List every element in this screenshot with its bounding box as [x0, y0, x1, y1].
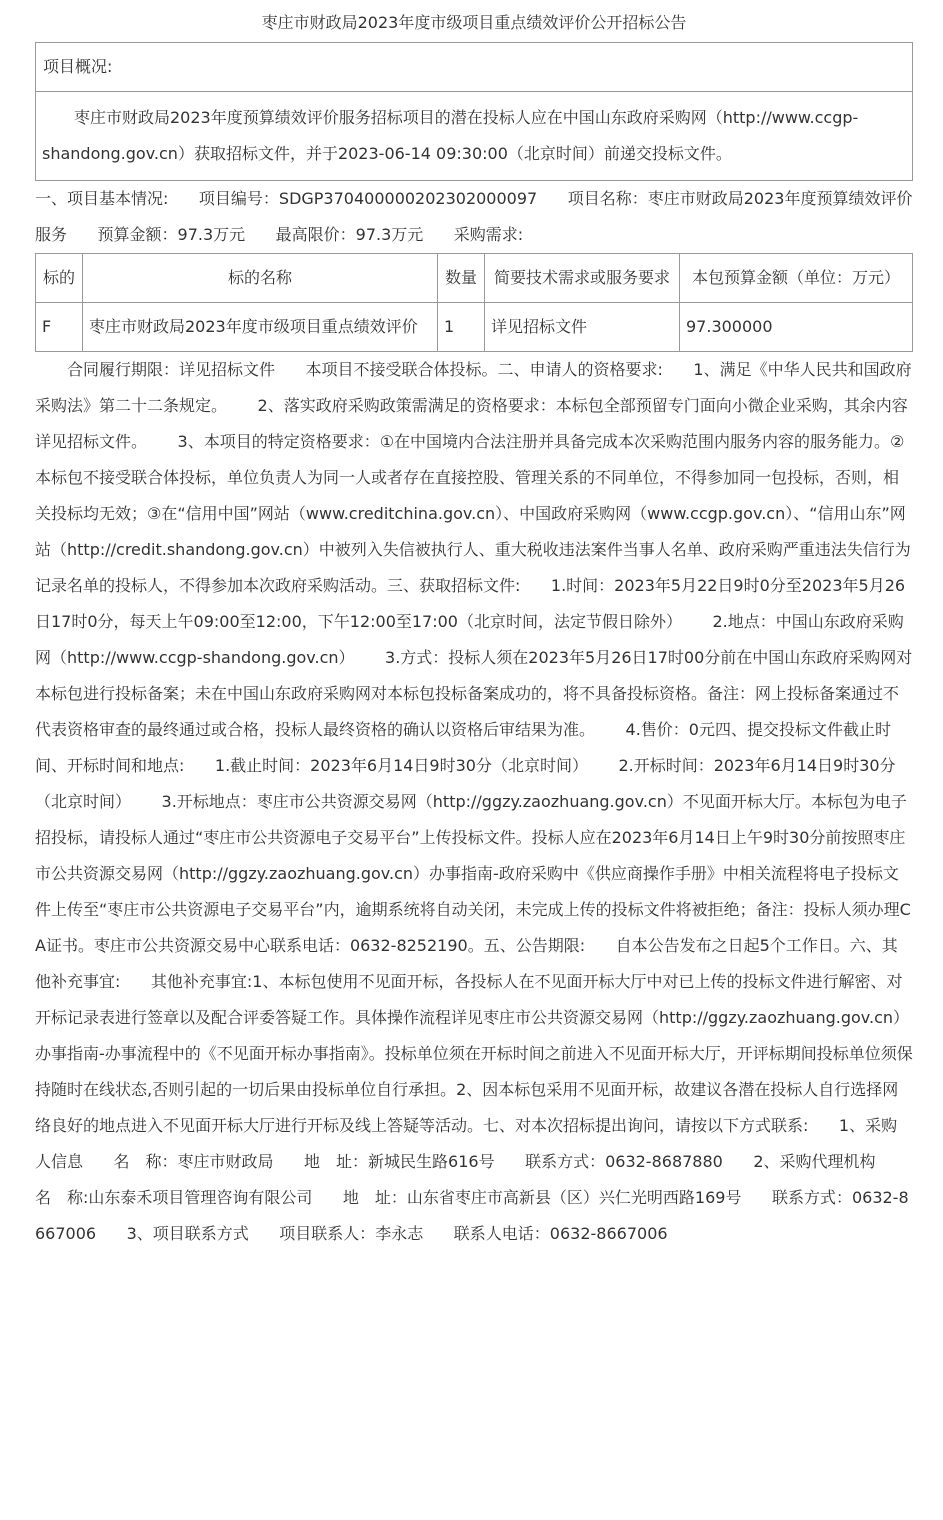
header-cell: 简要技术需求或服务要求 — [485, 254, 680, 303]
table-cell: 枣庄市财政局2023年度市级项目重点绩效评价 — [83, 303, 438, 352]
table-cell: 详见招标文件 — [485, 303, 680, 352]
overview-text: 枣庄市财政局2023年度预算绩效评价服务招标项目的潜在投标人应在中国山东政府采购网（http://www.ccgp-shandong.gov.cn）获取招标文件，并于2023-06-14 09:30:00（北京时间）前递交投标文件。 — [42, 108, 859, 163]
table-cell: 97.300000 — [680, 303, 913, 352]
basic-info: 一、项目基本情况: 项目编号：SDGP370400000202302000097 项目名称：枣庄市财政局2023年度预算绩效评价服务 预算金额：97.3万元 最高限价：97.3万元 采购需求: — [35, 189, 913, 244]
page-title: 枣庄市财政局2023年度市级项目重点绩效评价公开招标公告 — [261, 13, 687, 32]
overview-box — [35, 42, 913, 181]
table-row — [36, 303, 913, 352]
body-text: 合同履行期限：详见招标文件 本项目不接受联合体投标。二、申请人的资格要求: 1、满足《中华人民共和国政府采购法》第二十二条规定。 2、落实政府采购政策需满足的资格要求：本标包全部预留专门面向小微企业采购，其余内容详见招标文件。 3、本项目的特定资格要求：①在中国境内合法注册并具备完成本次采购范围内服务内容的服务能力。②本标包不接受联合体投标，单位负责人为同一人或者存在直接控股、管理关系的不同单位，不得参加同一包投标，否则，相关投标均无效；③在“信用中国”网站（www.creditchina.gov.cn）、中国政府采购网（www.ccgp.gov.cn）、“信用山东”网站（http://credit.shandong.gov.cn）中被列入失信被执行人、重大税收违法案件当事人名单、政府采购严重违法失信行为记录名单的投标人，不得参加本次政府采购活动。三、获取招标文件: 1.时间：2023年5月22日9时0分至2023年5月26日17时0分，每天上午09:00至12:00，下午12:00至17:00（北京时间，法定节假日除外） 2.地点：中国山东政府采购网（http://www.ccgp-shandong.gov.cn） 3.方式：投标人须在2023年5月26日17时00分前在中国山东政府采购网对本标包进行投标备案；未在中国山东政府采购网对本标包投标备案成功的，将不具备投标资格。备注：网上投标备案通过不代表资格审查的最终通过或合格，投标人最终资格的确认以资格后审结果为准。 4.售价：0元四、提交投标文件截止时间、开标时间和地点: 1.截止时间：2023年6月14日9时30分（北京时间） 2.开标时间：2023年6月14日9时30分（北京时间） 3.开标地点：枣庄市公共资源交易网（http://ggzy.zaozhuang.gov.cn）不见面开标大厅。本标包为电子招投标，请投标人通过“枣庄市公共资源电子交易平台”上传投标文件。投标人应在2023年6月14日上午9时30分前按照枣庄市公共资源交易网（http://ggzy.zaozhuang.gov.cn）办事指南-政府采购中《供应商操作手册》中相关流程将电子投标文件上传至“枣庄市公共资源电子交易平台”内，逾期系统将自动关闭，未完成上传的投标文件将被拒绝；备注：投标人须办理CA证书。枣庄市公共资源交易中心联系电话：0632-8252190。五、公告期限: 自本公告发布之日起5个工作日。六、其他补充事宜: 其他补充事宜:1、本标包使用不见面开标，各投标人在不见面开标大厅中对已上传的投标文件进行解密、对开标记录表进行签章以及配合评委答疑工作。具体操作流程详见枣庄市公共资源交易网（http://ggzy.zaozhuang.gov.cn）办事指南-办事流程中的《不见面开标办事指南》。投标单位须在开标时间之前进入不见面开标大厅，开评标期间投标单位须保持随时在线状态,否则引起的一切后果由投标单位自行承担。2、因本标包采用不见面开标，故建议各潜在投标人自行选择网络良好的地点进入不见面开标大厅进行开标及线上答疑等活动。七、对本次招标提出询问，请按以下方式联系: 1、采购人信息 名 称：枣庄市财政局 地 址：新城民生路616号 联系方式：0632-8687880 2、采购代理机构 名 称:山东泰禾项目管理咨询有限公司 地 址：山东省枣庄市高新县（区）兴仁光明西路169号 联系方式：0632-8667006 3、项目联系方式 项目联系人：李永志 联系人电话：0632-8667006 — [35, 360, 913, 1243]
items-table — [35, 253, 913, 352]
table-header-row — [36, 254, 913, 303]
header-cell: 数量 — [438, 254, 485, 303]
overview-label: 项目概况: — [36, 43, 912, 92]
header-cell: 标的名称 — [83, 254, 438, 303]
table-cell: F — [36, 303, 83, 352]
header-cell: 本包预算金额（单位：万元） — [680, 254, 913, 303]
header-cell: 标的 — [36, 254, 83, 303]
table-cell: 1 — [438, 303, 485, 352]
